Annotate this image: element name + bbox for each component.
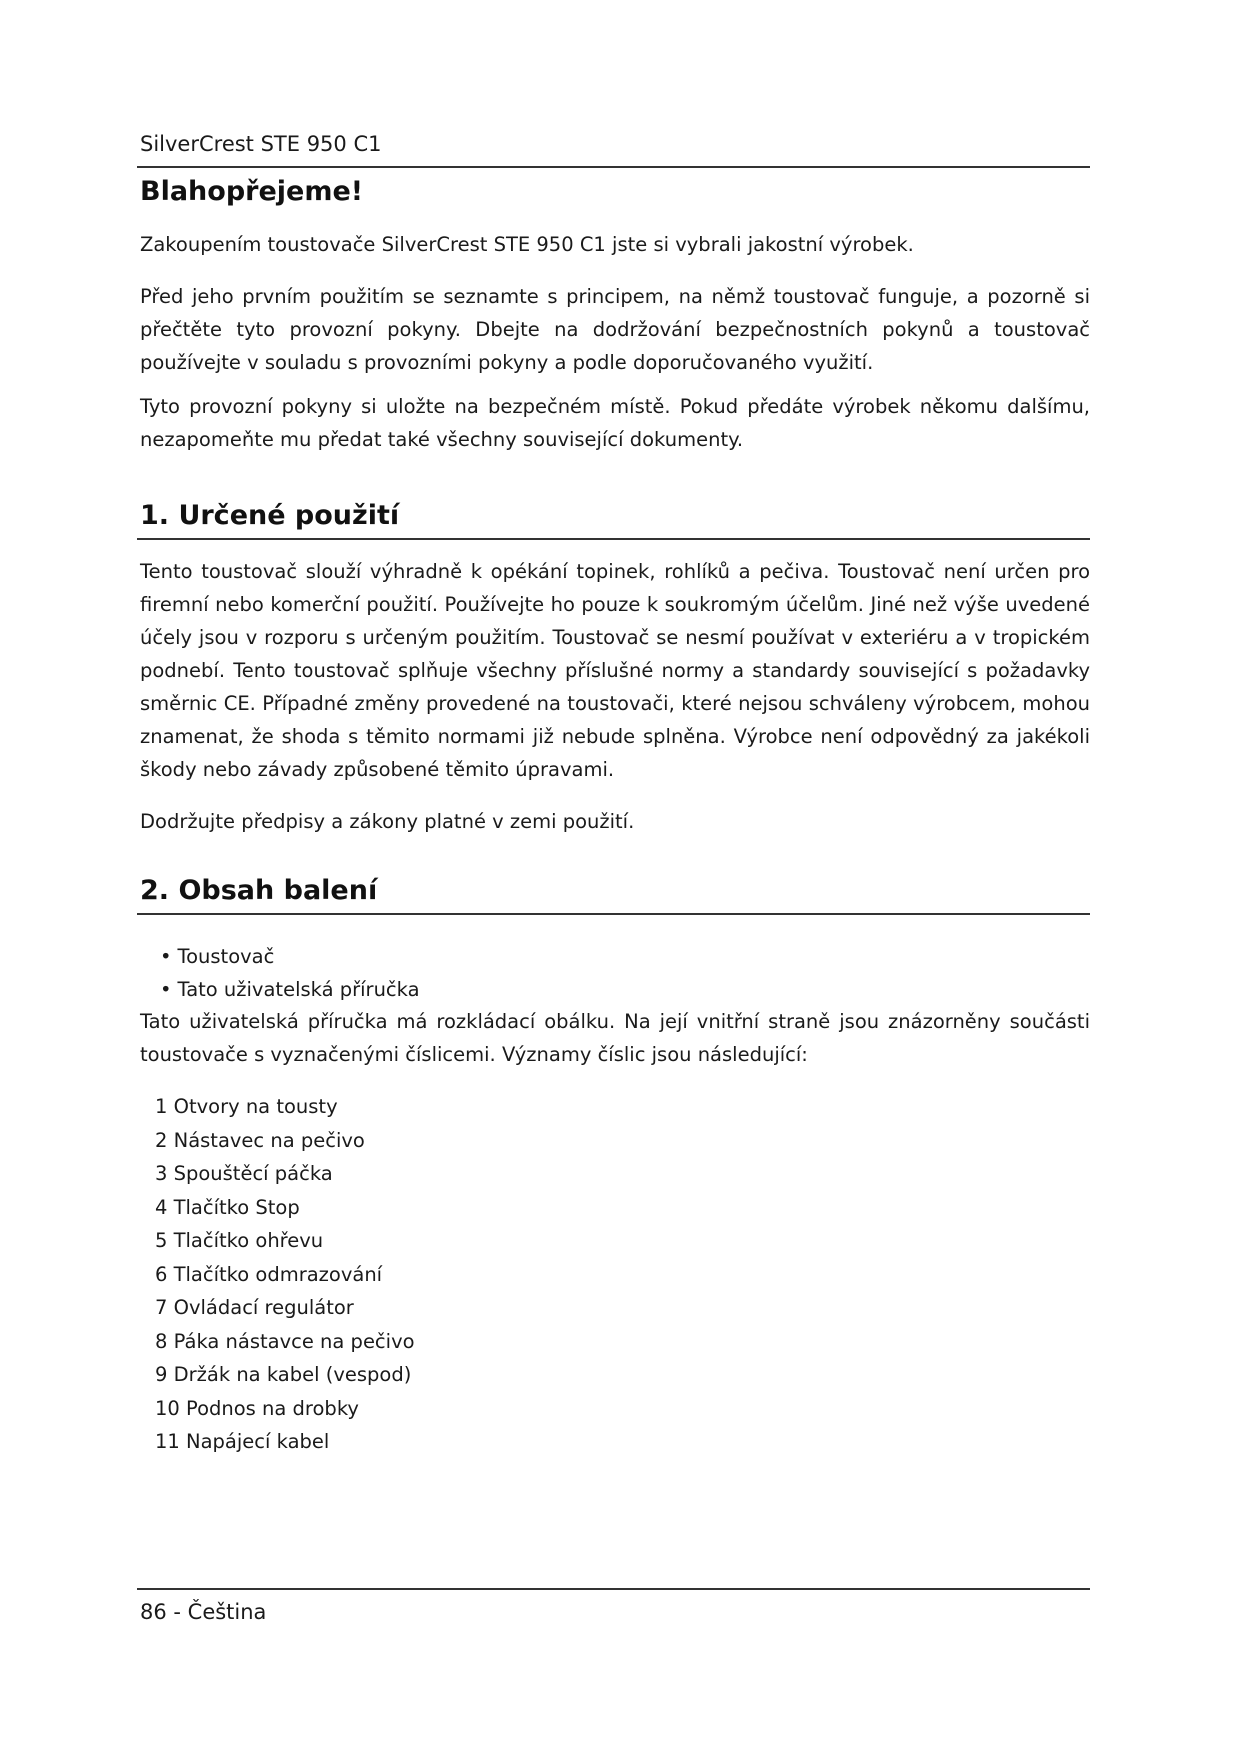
footer-rule [137, 1588, 1090, 1590]
package-contents-list [160, 940, 420, 1006]
page-footer: 86 - Čeština [140, 1600, 267, 1624]
list-item: 1 Otvory na tousty [155, 1095, 338, 1118]
section-2-title: 2. Obsah balení [140, 875, 378, 906]
list-item: • Tato uživatelská příručka [160, 973, 420, 1006]
list-item: 7 Ovládací regulátor [155, 1296, 354, 1319]
intro-paragraph-2: Před jeho prvním použitím se seznamte s principem, na němž toustovač funguje, a pozorně si přečtěte tyto provozní pokyny. Dbejte na dodržování bezpečnostních pokynů a toustovač používejte v souladu s provozními pokyny a podle doporučovaného využití. [140, 285, 1090, 374]
intro-title: Blahopřejeme! [140, 176, 364, 207]
list-item: 6 Tlačítko odmrazování [155, 1262, 383, 1286]
section-1-paragraph-2: Dodržujte předpisy a zákony platné v zemi použití. [140, 810, 635, 833]
section-2-paragraph: Tato uživatelská příručka má rozkládací obálku. Na její vnitřní straně jsou znázorněny součásti toustovače s vyznačenými číslicemi. Významy číslic jsou následující: [140, 1010, 1090, 1066]
list-item: 9 Držák na kabel (vespod) [155, 1363, 412, 1386]
section-1-title: 1. Určené použití [140, 500, 400, 531]
list-item: • Toustovač [160, 940, 420, 973]
list-item: 11 Napájecí kabel [155, 1430, 330, 1453]
header-rule [137, 166, 1090, 168]
list-item: 8 Páka nástavce na pečivo [155, 1329, 415, 1353]
intro-paragraph-1: Zakoupením toustovače SilverCrest STE 950 C1 jste si vybrali jakostní výrobek. [140, 233, 914, 256]
list-item: 10 Podnos na drobky [155, 1396, 359, 1420]
parts-list [155, 1090, 415, 1459]
list-item: 3 Spouštěcí páčka [155, 1162, 333, 1185]
section-1-rule [137, 538, 1090, 540]
list-item: 5 Tlačítko ohřevu [155, 1229, 324, 1252]
running-header: SilverCrest STE 950 C1 [140, 132, 382, 156]
list-item: 4 Tlačítko Stop [155, 1195, 300, 1219]
list-item: 2 Nástavec na pečivo [155, 1128, 365, 1152]
section-2-rule [137, 913, 1090, 915]
section-1-paragraph-1: Tento toustovač slouží výhradně k opékání topinek, rohlíků a pečiva. Toustovač není určen pro firemní nebo komerční použití. Používejte ho pouze k soukromým účelům. Jiné než výše uvedené účely jsou v rozporu s určeným použitím. Toustovač se nesmí používat v exteriéru a v tropickém podnebí. Tento toustovač splňuje všechny příslušné normy a standardy související s požadavky směrnic CE. Případné změny provedené na toustovači, které nejsou schváleny výrobcem, mohou znamenat, že shoda s těmito normami již nebude splněna. Výrobce není odpovědný za jakékoli škody nebo závady způsobené těmito úpravami. [140, 560, 1090, 781]
intro-paragraph-3: Tyto provozní pokyny si uložte na bezpečném místě. Pokud předáte výrobek někomu dalšímu, nezapomeňte mu předat také všechny související dokumenty. [140, 395, 1090, 451]
